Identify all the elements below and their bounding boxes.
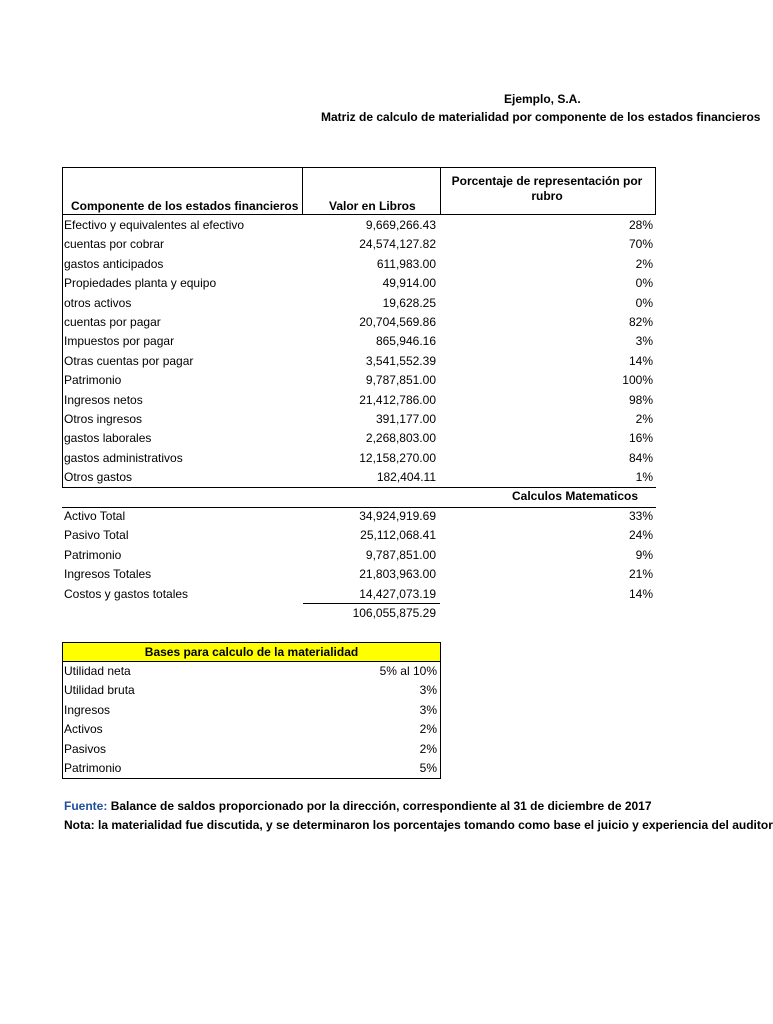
table-left-border <box>62 215 63 488</box>
row-value: 9,787,851.00 <box>365 373 436 388</box>
row-percent: 2% <box>635 412 653 426</box>
row-label: Activo Total <box>64 509 126 523</box>
row-value: 5% <box>419 761 437 775</box>
row-value: 2% <box>419 722 437 737</box>
row-label: otros activos <box>64 295 132 310</box>
row-percent: 70% <box>628 237 653 252</box>
row-value: 2,268,803.00 <box>365 431 436 446</box>
row-label: Pasivo Total <box>64 528 129 543</box>
row-value: 9,787,851.00 <box>365 547 436 562</box>
row-value: 865,946.16 <box>375 334 436 349</box>
row-value: 49,914.00 <box>382 276 436 291</box>
row-percent: 28% <box>628 218 653 232</box>
row-label: Efectivo y equivalentes al efectivo <box>64 218 245 232</box>
row-value: 21,412,786.00 <box>359 392 436 407</box>
company-title: Ejemplo, S.A. <box>504 92 581 106</box>
row-percent: 16% <box>628 431 653 446</box>
row-percent: 1% <box>635 470 653 485</box>
row-value: 3% <box>419 683 437 698</box>
row-value: 3% <box>419 702 437 717</box>
row-label: cuentas por cobrar <box>64 237 165 252</box>
row-percent: 98% <box>628 392 653 407</box>
row-label: Ingresos Totales <box>64 567 152 582</box>
fuente-text: Balance de saldos proporcionado por la dirección, correspondiente al 31 de diciembre de 2017 <box>110 799 652 813</box>
row-percent: 14% <box>628 353 653 368</box>
row-percent: 14% <box>628 586 653 601</box>
row-label: gastos anticipados <box>64 256 164 271</box>
row-percent: 0% <box>635 295 653 310</box>
row-value: 2% <box>419 741 437 756</box>
calculos-total: 106,055,875.29 <box>352 606 436 620</box>
row-label: Otros ingresos <box>64 412 143 426</box>
row-label: Activos <box>64 722 103 737</box>
row-value: 14,427,073.19 <box>359 586 436 601</box>
row-percent: 100% <box>622 373 653 388</box>
row-value: 182,404.11 <box>376 470 436 485</box>
header-percent: Porcentaje de representación por rubro <box>451 174 643 203</box>
row-value: 611,983.00 <box>376 256 436 271</box>
row-percent: 2% <box>635 256 653 271</box>
row-value: 5% al 10% <box>379 664 437 678</box>
row-label: gastos laborales <box>64 431 152 446</box>
row-label: Utilidad neta <box>64 664 131 678</box>
row-label: Ingresos <box>64 702 111 717</box>
row-label: Utilidad bruta <box>64 683 135 698</box>
row-value: 25,112,068.41 <box>360 528 436 543</box>
row-label: Patrimonio <box>64 547 122 562</box>
calculos-title: Calculos Matematicos <box>512 489 639 503</box>
column-divider <box>302 167 303 215</box>
row-value: 3,541,552.39 <box>365 353 436 368</box>
row-percent: 3% <box>635 334 653 349</box>
row-label: Otros gastos <box>64 470 133 485</box>
fuente-line <box>64 799 652 813</box>
row-percent: 9% <box>635 547 653 562</box>
row-value: 21,803,963.00 <box>359 567 436 582</box>
row-value: 19,628.25 <box>382 295 436 310</box>
header-value: Valor en Libros <box>329 199 416 213</box>
row-value: 24,574,127.82 <box>359 237 436 252</box>
row-label: Patrimonio <box>64 761 122 775</box>
row-value: 391,177.00 <box>375 412 436 426</box>
row-label: Pasivos <box>64 741 107 756</box>
matrix-subtitle: Matriz de calculo de materialidad por componente de los estados financieros <box>321 110 761 124</box>
row-label: gastos administrativos <box>64 450 183 465</box>
row-label: Propiedades planta y equipo <box>64 276 217 291</box>
row-percent: 84% <box>628 450 653 465</box>
row-label: Costos y gastos totales <box>64 586 189 601</box>
bases-title: Bases para calculo de la materialidad <box>63 643 440 661</box>
row-label: Patrimonio <box>64 373 122 388</box>
row-percent: 0% <box>635 276 653 291</box>
row-label: cuentas por pagar <box>64 315 161 329</box>
row-value: 34,924,919.69 <box>359 509 436 523</box>
row-percent: 21% <box>628 567 653 582</box>
header-component: Componente de los estados financieros <box>71 199 299 213</box>
row-value: 20,704,569.86 <box>359 315 436 329</box>
row-percent: 24% <box>628 528 653 543</box>
row-percent: 33% <box>628 509 653 523</box>
fuente-label: Fuente: <box>64 799 108 813</box>
nota-text: Nota: la materialidad fue discutida, y se determinaron los porcentajes tomando como base el juicio y experiencia del auditor <box>64 818 773 832</box>
row-label: Ingresos netos <box>64 392 143 407</box>
row-percent: 82% <box>628 315 653 329</box>
row-value: 12,158,270.00 <box>359 450 436 465</box>
column-divider <box>440 167 441 215</box>
row-value: 9,669,266.43 <box>365 218 436 232</box>
row-label: Impuestos por pagar <box>64 334 175 349</box>
row-label: Otras cuentas por pagar <box>64 353 194 368</box>
